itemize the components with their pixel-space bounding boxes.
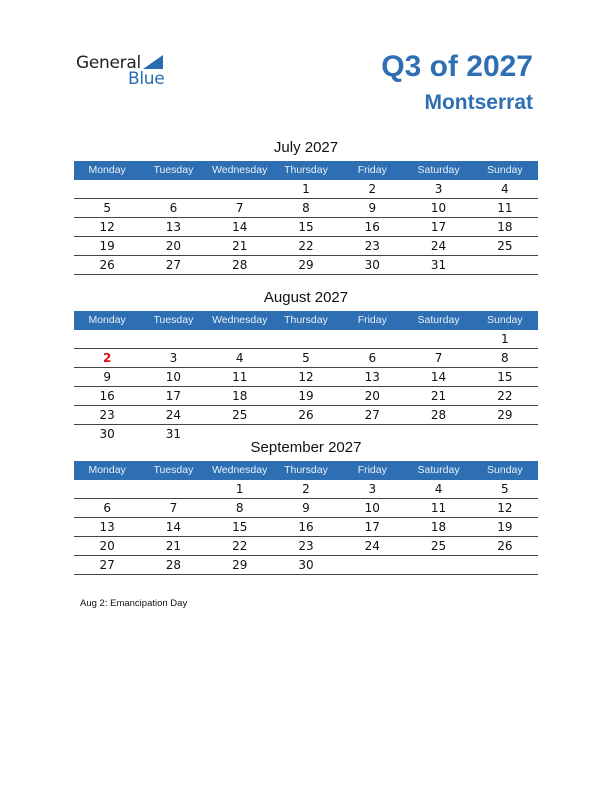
day-cell: 11	[430, 501, 447, 515]
day-cell: 29	[232, 558, 248, 572]
day-cell: 21	[232, 239, 248, 253]
day-cell: 23	[364, 239, 380, 253]
page-title: Q3 of 2027	[381, 50, 533, 83]
week-row	[74, 237, 538, 256]
day-cell: 11	[232, 370, 248, 384]
day-cell: 7	[235, 201, 244, 215]
holiday-note: Aug 2: Emancipation Day	[80, 598, 188, 609]
day-cell: 7	[169, 501, 178, 515]
weekday-label: Monday	[88, 164, 126, 176]
day-cell: 2	[302, 482, 310, 496]
day-cell: 11	[497, 201, 513, 215]
day-cell: 1	[501, 332, 509, 346]
day-cell: 7	[434, 351, 443, 365]
weekday-label: Thursday	[284, 314, 328, 326]
country-title: Montserrat	[424, 91, 533, 114]
week-row	[74, 518, 538, 537]
day-cell: 5	[103, 201, 111, 215]
week-row	[74, 256, 538, 275]
weekday-label: Saturday	[417, 464, 460, 476]
week-row	[74, 349, 538, 368]
day-cell	[273, 330, 339, 348]
weekday-label: Friday	[357, 464, 387, 476]
day-cell: 16	[298, 520, 314, 534]
day-cell: 26	[497, 539, 513, 553]
weekday-label: Wednesday	[212, 164, 268, 176]
day-cell: 2	[368, 182, 377, 196]
day-cell: 1	[235, 482, 244, 496]
day-cell: 13	[364, 370, 380, 384]
weekday-header	[74, 461, 538, 480]
day-cell	[472, 256, 538, 274]
day-cell: 3	[169, 351, 178, 365]
month-august	[74, 288, 538, 443]
day-cell: 15	[232, 520, 248, 534]
day-cell	[405, 556, 471, 574]
day-cell: 22	[232, 539, 248, 553]
day-cell: 16	[99, 389, 115, 403]
day-cell: 4	[235, 351, 244, 365]
week-row	[74, 330, 538, 349]
day-cell: 31	[430, 258, 447, 272]
day-cell: 19	[298, 389, 314, 403]
weekday-label: Wednesday	[212, 314, 268, 326]
day-cell: 13	[99, 520, 115, 534]
day-cell: 28	[430, 408, 447, 422]
weekday-label: Sunday	[487, 164, 523, 176]
weekday-label: Thursday	[284, 164, 328, 176]
weekday-label: Sunday	[487, 314, 523, 326]
week-row	[74, 480, 538, 499]
day-cell: 27	[99, 558, 115, 572]
day-cell: 26	[298, 408, 314, 422]
weekday-label: Wednesday	[212, 464, 268, 476]
day-cell: 24	[364, 539, 380, 553]
day-cell: 23	[99, 408, 115, 422]
week-row	[74, 387, 538, 406]
day-cell: 22	[298, 239, 314, 253]
day-cell: 30	[298, 558, 314, 572]
day-cell: 28	[165, 558, 182, 572]
weekday-label: Friday	[357, 314, 387, 326]
week-row	[74, 218, 538, 237]
day-cell: 17	[430, 220, 447, 234]
day-cell: 25	[430, 539, 447, 553]
day-cell: 9	[103, 370, 111, 384]
month-july	[74, 138, 538, 275]
day-cell	[207, 330, 273, 348]
week-row	[74, 406, 538, 425]
day-cell: 20	[99, 539, 115, 553]
day-cell: 26	[99, 258, 115, 272]
day-cell: 28	[232, 258, 248, 272]
month-title: August 2027	[263, 289, 349, 306]
day-cell: 15	[497, 370, 513, 384]
day-cell: 24	[430, 239, 447, 253]
day-cell: 8	[235, 501, 244, 515]
week-row	[74, 199, 538, 218]
day-cell: 12	[497, 501, 513, 515]
day-cell: 31	[165, 427, 182, 441]
day-cell	[339, 556, 405, 574]
weekday-label: Sunday	[487, 464, 523, 476]
day-cell: 18	[232, 389, 248, 403]
day-cell: 5	[501, 482, 509, 496]
brand-logo	[76, 52, 176, 88]
day-cell: 12	[298, 370, 314, 384]
day-cell: 24	[165, 408, 182, 422]
day-cell	[472, 556, 538, 574]
day-cell: 1	[302, 182, 310, 196]
day-cell: 27	[364, 408, 380, 422]
day-cell: 23	[298, 539, 314, 553]
day-cell: 18	[430, 520, 447, 534]
day-cell: 20	[165, 239, 182, 253]
weekday-label: Saturday	[417, 314, 460, 326]
day-cell: 8	[501, 351, 509, 365]
week-row	[74, 537, 538, 556]
day-cell: 16	[364, 220, 380, 234]
day-cell	[74, 180, 140, 198]
day-cell: 6	[103, 501, 111, 515]
day-cell: 12	[99, 220, 115, 234]
day-cell: 17	[364, 520, 380, 534]
weekday-label: Monday	[88, 314, 126, 326]
day-cell: 4	[501, 182, 509, 196]
month-title: September 2027	[250, 439, 362, 456]
day-cell: 25	[232, 408, 248, 422]
weekday-label: Tuesday	[153, 314, 194, 326]
day-cell: 6	[169, 201, 178, 215]
day-cell: 10	[364, 501, 380, 515]
day-cell: 29	[298, 258, 314, 272]
day-cell: 4	[434, 482, 443, 496]
day-cell: 20	[364, 389, 380, 403]
day-cell: 14	[430, 370, 447, 384]
day-cell	[405, 330, 471, 348]
weekday-label: Saturday	[417, 164, 460, 176]
day-cell: 30	[364, 258, 380, 272]
day-cell: 19	[99, 239, 115, 253]
day-cell: 2	[102, 351, 112, 365]
day-cell: 14	[165, 520, 182, 534]
day-cell: 15	[298, 220, 314, 234]
day-cell: 5	[302, 351, 310, 365]
day-cell: 10	[165, 370, 182, 384]
day-cell	[140, 180, 206, 198]
week-row	[74, 499, 538, 518]
day-cell	[74, 480, 140, 498]
weekday-header	[74, 311, 538, 330]
month-september	[74, 438, 538, 575]
day-cell: 25	[497, 239, 513, 253]
day-cell: 13	[165, 220, 182, 234]
weekday-label: Friday	[357, 164, 387, 176]
day-cell: 14	[232, 220, 248, 234]
day-cell: 30	[99, 427, 115, 441]
day-cell: 21	[430, 389, 447, 403]
weekday-label: Thursday	[284, 464, 328, 476]
day-cell	[339, 330, 405, 348]
day-cell: 10	[430, 201, 447, 215]
day-cell: 29	[497, 408, 513, 422]
day-cell: 8	[302, 201, 310, 215]
day-cell	[207, 180, 273, 198]
weekday-header	[74, 161, 538, 180]
day-cell: 3	[434, 182, 443, 196]
week-row	[74, 368, 538, 387]
month-title: July 2027	[273, 139, 339, 156]
weekday-label: Tuesday	[153, 164, 194, 176]
day-cell: 9	[368, 201, 377, 215]
week-row	[74, 556, 538, 575]
day-cell: 18	[497, 220, 513, 234]
day-cell	[74, 330, 140, 348]
day-cell: 19	[497, 520, 513, 534]
weekday-label: Tuesday	[153, 464, 194, 476]
day-cell: 17	[165, 389, 182, 403]
day-cell: 27	[165, 258, 182, 272]
logo-word-blue: Blue	[128, 69, 165, 89]
day-cell: 3	[368, 482, 377, 496]
day-cell: 22	[497, 389, 513, 403]
logo-word-general: General	[76, 53, 141, 73]
day-cell: 21	[165, 539, 182, 553]
day-cell: 6	[368, 351, 377, 365]
day-cell: 9	[302, 501, 310, 515]
day-cell	[140, 330, 206, 348]
logo-triangle-icon	[143, 55, 163, 69]
day-cell	[140, 480, 206, 498]
weekday-label: Monday	[88, 464, 126, 476]
week-row	[74, 180, 538, 199]
